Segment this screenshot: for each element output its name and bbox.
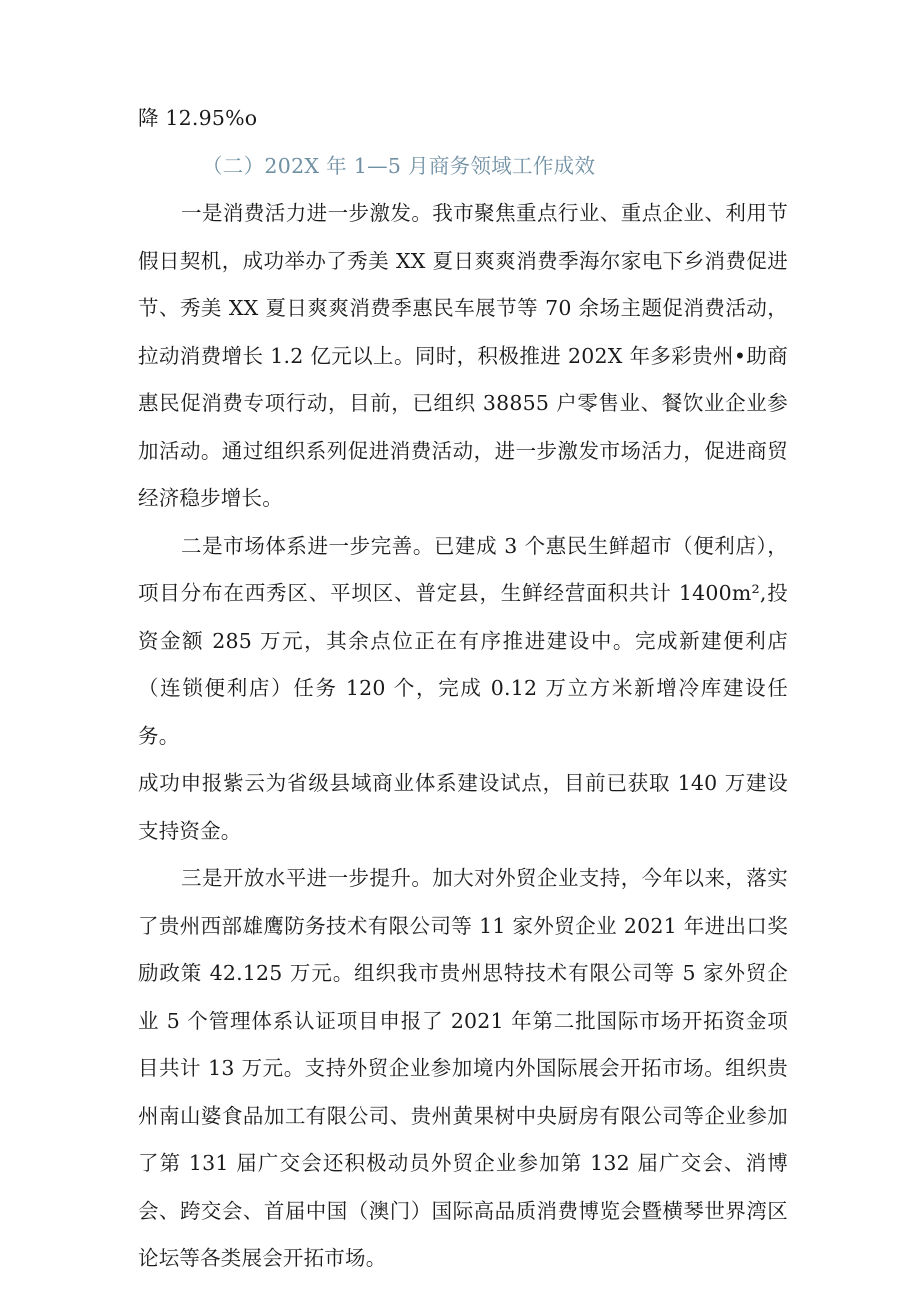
paragraph-opening-up: 三是开放水平进一步提升。加大对外贸企业支持，今年以来，落实了贵州西部雄鹰防务技术有限公司等 11 家外贸企业 2021 年进出口奖励政策 42.125 万元。组织我市贵州思特技术有限公司等 5 家外贸企业 5 个管理体系认证项目申报了 2021 年第二批国际市场开拓资金项目共计 13 万元。支持外贸企业参加境内外国际展会开拓市场。组织贵州南山婆食品加工有限公司、贵州黄果树中央厨房有限公司等企业参加了第 131 届广交会还积极动员外贸企业参加第 132 届广交会、消博会、跨交会、首届中国（澳门）国际高品质消费博览会暨横琴世界湾区论坛等各类展会开拓市场。 xyxy=(138,866,788,1270)
lead-line: 降 12.95%o xyxy=(138,106,258,130)
section-heading: （二）202X 年 1—5 月商务领域工作成效 xyxy=(202,153,596,178)
paragraph-ziyun-pilot: 成功申报紫云为省级县域商业体系建设试点，目前已获取 140 万建设支持资金。 xyxy=(138,771,788,843)
document-page xyxy=(138,95,788,1283)
paragraph-market-system: 二是市场体系进一步完善。已建成 3 个惠民生鲜超市（便利店），项目分布在西秀区、平坝区、普定县，生鲜经营面积共计 1400m²,投资金额 285 万元，其余点位正在有序推进建设中。完成新建便利店（连锁便利店）任务 120 个，完成 0.12 万立方米新增冷库建设任务。 xyxy=(138,533,788,748)
paragraph-consumption: 一是消费活力进一步激发。我市聚焦重点行业、重点企业、利用节假日契机，成功举办了秀美 XX 夏日爽爽消费季海尔家电下乡消费促进节、秀美 XX 夏日爽爽消费季惠民车展节等 70 余场主题促消费活动，拉动消费增长 1.2 亿元以上。同时，积极推进 202X 年多彩贵州•助商惠民促消费专项行动，目前，已组织 38855 户零售业、餐饮业企业参加活动。通过组织系列促进消费活动，进一步激发市场活力，促进商贸经济稳步增长。 xyxy=(138,201,788,510)
